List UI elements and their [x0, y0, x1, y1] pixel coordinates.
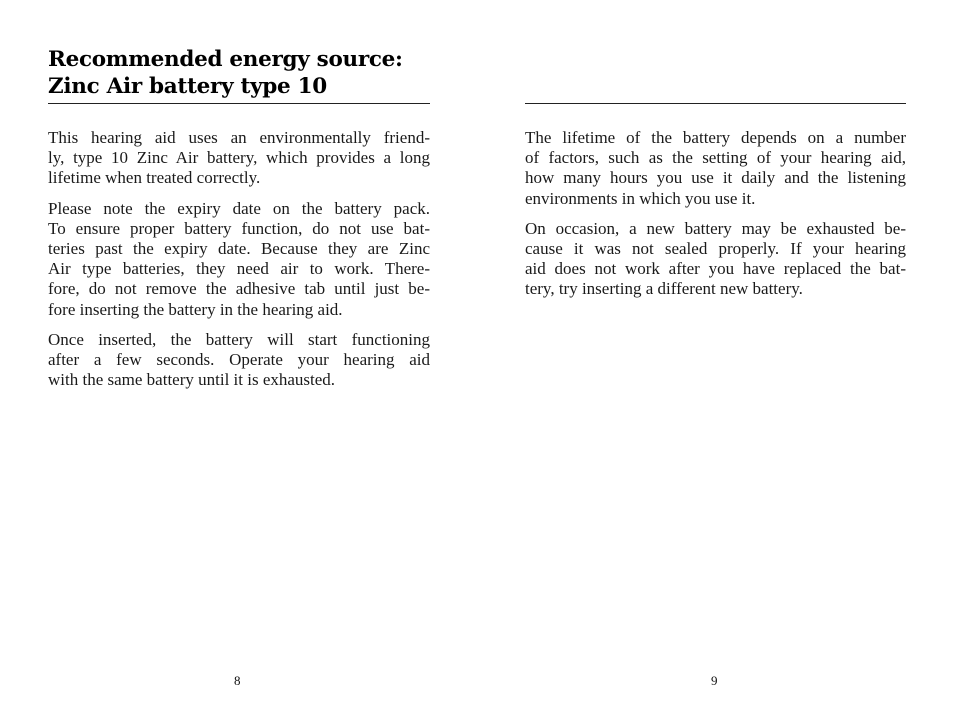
section-heading — [48, 46, 430, 100]
text-line: The lifetime of the battery depends on a number — [525, 128, 906, 147]
text-line: fore, do not remove the adhesive tab until just be- — [48, 279, 430, 299]
text-line: On occasion, a new battery may be exhausted be- — [525, 218, 906, 238]
right-body-text — [525, 128, 906, 310]
paragraph — [525, 219, 906, 300]
heading-rule — [48, 103, 430, 104]
text-line: Once inserted, the battery will start functioning — [48, 329, 430, 349]
text-line: ly, type 10 Zinc Air battery, which provides a long — [48, 148, 430, 168]
text-line: after a few seconds. Operate your hearing aid — [48, 350, 430, 370]
text-line: cause it was not sealed properly. If your hearing — [525, 239, 906, 259]
heading-rule — [525, 103, 906, 104]
text-line: aid does not work after you have replaced the bat- — [525, 259, 906, 279]
right-page — [525, 0, 906, 709]
text-line: lifetime when treated correctly. — [48, 168, 261, 188]
heading-line: Zinc Air battery type 10 — [48, 74, 327, 99]
left-page — [48, 0, 430, 709]
paragraph — [48, 199, 430, 320]
page-number: 8 — [234, 673, 241, 688]
text-line: To ensure proper battery function, do not use bat- — [48, 218, 430, 238]
text-line: tery, try inserting a different new battery. — [525, 279, 803, 299]
paragraph — [48, 128, 430, 189]
page-number: 9 — [711, 673, 718, 688]
text-line: of factors, such as the setting of your hearing aid, — [525, 148, 906, 168]
left-body-text — [48, 128, 430, 400]
text-line: This hearing aid uses an environmentally friend- — [48, 128, 430, 147]
text-line: environments in which you use it. — [525, 188, 756, 208]
text-line: fore inserting the battery in the hearing aid. — [48, 299, 343, 319]
text-line: with the same battery until it is exhausted. — [48, 370, 336, 390]
paragraph — [525, 128, 906, 209]
text-line: how many hours you use it daily and the listening — [525, 168, 906, 188]
text-line: Please note the expiry date on the battery pack. — [48, 198, 430, 218]
paragraph — [48, 330, 430, 391]
heading-line: Recommended energy source: — [48, 47, 403, 72]
text-line: teries past the expiry date. Because they are Zinc — [48, 239, 430, 259]
text-line: Air type batteries, they need air to work. There- — [48, 259, 430, 279]
